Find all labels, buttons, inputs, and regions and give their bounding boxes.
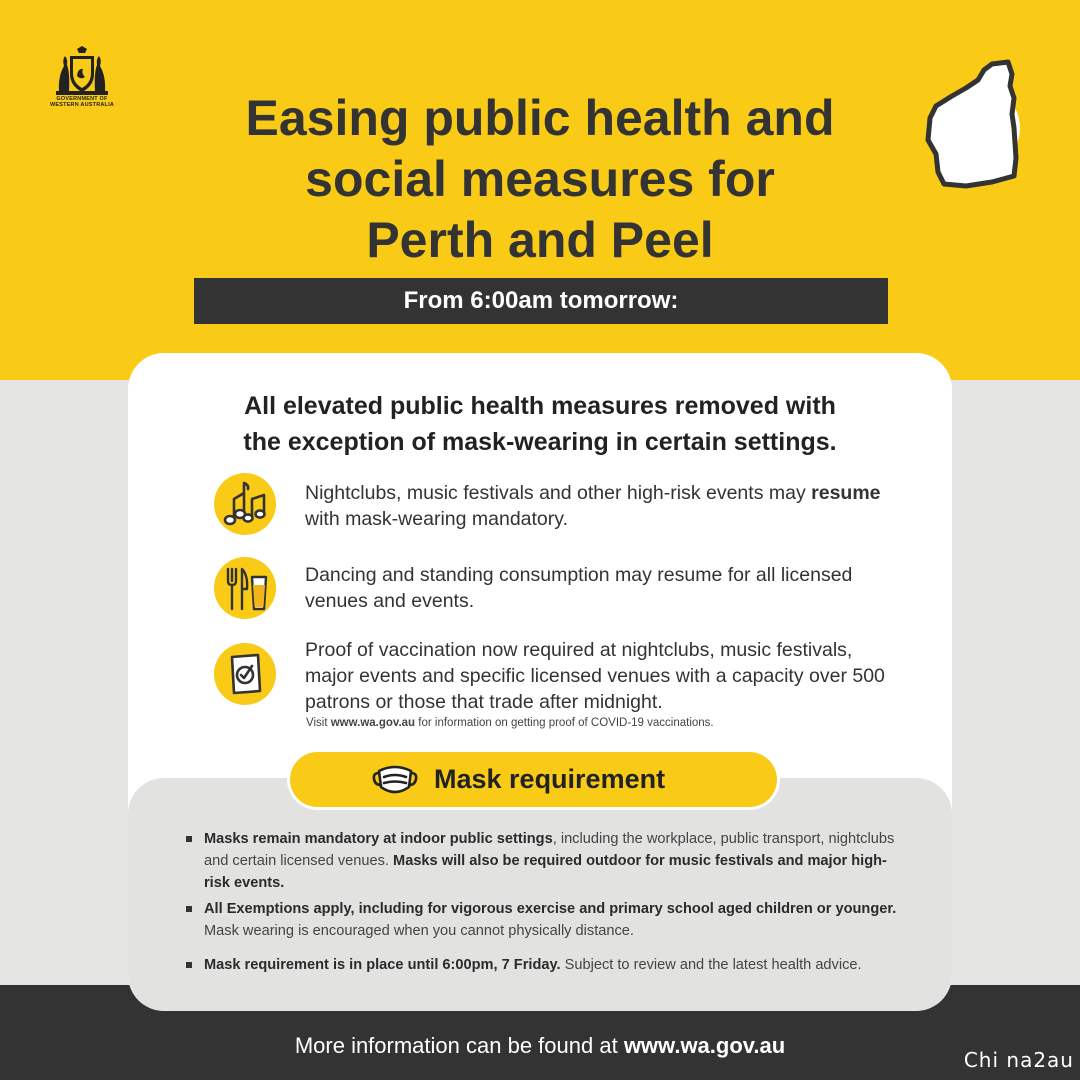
footer-link[interactable]: www.wa.gov.au [623,1033,786,1058]
item-dancing: Dancing and standing consumption may resume for all licensed venues and events. [305,564,853,612]
item-nightclubs-text: Nightclubs, music festivals and other high-risk events may [305,482,806,504]
item-proof-of-vaccination: Proof of vaccination now required at nightclubs, music festivals, major events and specific licensed venues with a capacity over 500 patrons or those that trade after midnight. [305,639,885,713]
bullet-2-bold: All Exemptions apply, including for vigorous exercise and primary school aged children or younger. [204,901,897,917]
mask-requirement-header [290,752,777,807]
vaccination-card-icon [214,643,276,705]
item-nightclubs [305,480,905,532]
bullet-1-text: , including the workplace, public transport, nightclubs and certain licensed venues. [204,831,895,869]
crest-caption-line-1: GOVERNMENT OF [56,96,108,102]
list-item [186,954,906,976]
bullet-3-bold: Mask requirement is in place until 6:00pm, 7 Friday. [204,957,561,973]
headline-line-1: All elevated public health measures removed with [244,392,836,420]
title-line-1: Easing public health and [245,90,835,146]
headline-line-2: the exception of mask-wearing in certain settings. [243,428,837,456]
mask-requirement-title: Mask requirement [434,764,666,794]
item-nightclubs-bold: resume [811,482,881,504]
visit-note-post: for information on getting proof of COVID-19 vaccinations. [418,717,714,729]
item-nightclubs-text-end: with mask-wearing mandatory. [305,508,568,530]
effective-date-banner: From 6:00am tomorrow: [194,278,888,324]
footer-text: More information can be found at [294,1033,618,1058]
bullet-1-bold: Masks remain mandatory at indoor public settings [204,831,553,847]
title-line-3: Perth and Peel [366,212,714,268]
bullet-3-text: Subject to review and the latest health advice. [564,957,862,973]
page-title [190,88,890,271]
bullet-2-text: Mask wearing is encouraged when you cannot physically distance. [204,923,634,939]
list-item [186,898,906,954]
bullet-1-bold-end: Masks will also be required outdoor for music festivals and major high-risk events. [204,853,887,891]
crest-caption-line-2: WESTERN AUSTRALIA [50,102,114,108]
watermark: Chi na2au [963,1048,1074,1072]
western-australia-map-icon [922,58,1024,190]
title-line-2: social measures for [305,151,775,207]
face-mask-icon [372,761,418,799]
card-headline [128,388,952,460]
crest-caption [50,96,114,108]
music-notes-icon [214,473,276,535]
list-item [186,828,906,898]
crest-icon [50,46,114,96]
visit-note-link[interactable]: www.wa.gov.au [330,717,416,729]
government-crest-logo [50,46,114,112]
cutlery-glass-icon [214,557,276,619]
footer-info [0,1030,1080,1062]
mask-bullets-list [186,828,906,976]
visit-note [306,717,714,729]
visit-note-pre: Visit [306,717,328,729]
